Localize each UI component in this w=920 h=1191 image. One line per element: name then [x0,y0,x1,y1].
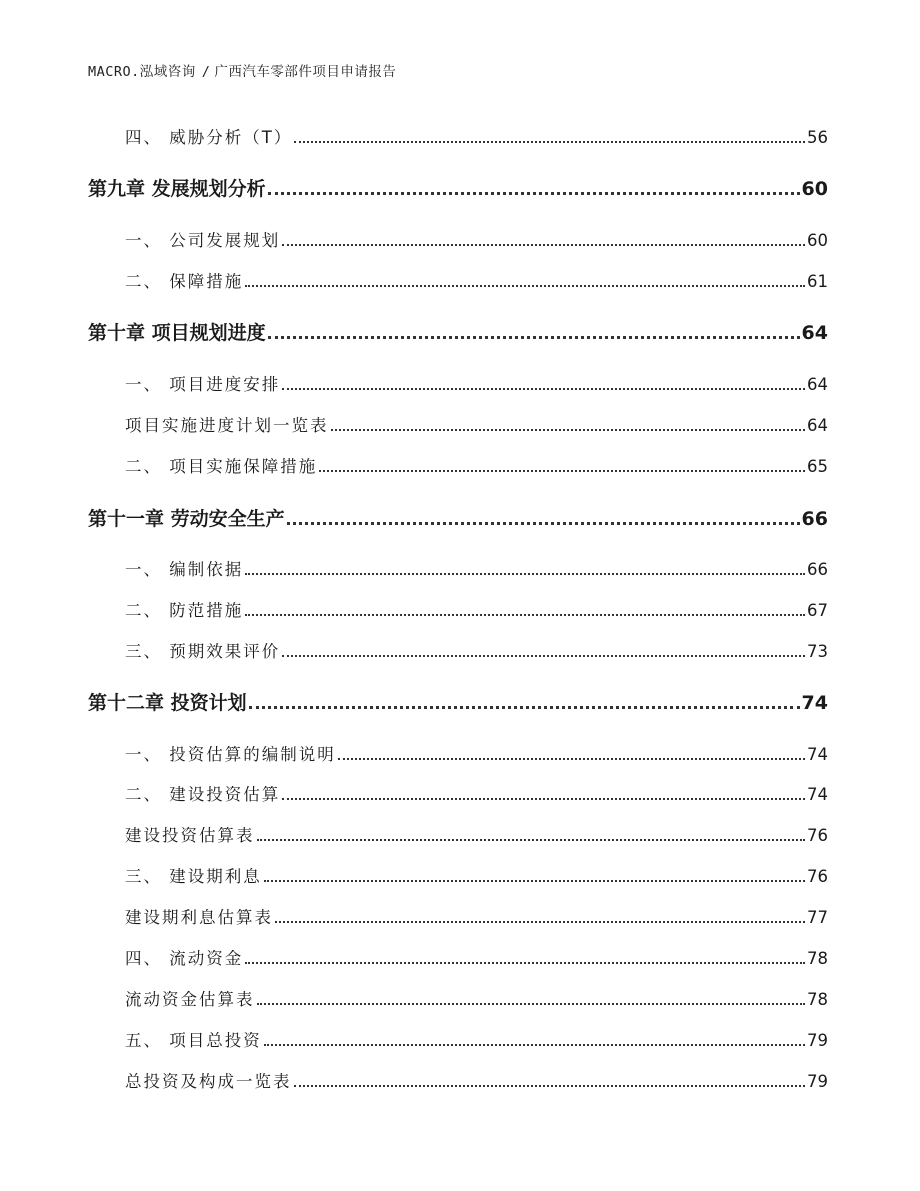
toc-entry-page: 74 [807,745,828,764]
toc-leader-dots [294,141,805,143]
toc-leader-dots [257,1003,806,1005]
toc-entry-page: 60 [807,231,828,250]
toc-leader-dots [268,192,800,195]
toc-entry-page: 73 [807,642,828,661]
toc-entry-page: 65 [807,457,828,476]
toc-entry-title: 项目实施进度计划一览表 [125,416,329,435]
toc-leader-dots [245,573,805,575]
header-separator: / [201,64,211,80]
toc-entry[interactable] [125,412,828,436]
toc-entry[interactable] [125,781,828,805]
toc-entry-title: 四、 威胁分析（T） [125,128,293,147]
toc-chapter-entry[interactable] [88,504,828,531]
toc-leader-dots [249,706,800,709]
toc-leader-dots [282,244,805,246]
toc-entry-page: 64 [807,375,828,394]
toc-entry-page: 66 [807,560,828,579]
toc-leader-dots [331,429,806,431]
toc-entry-page: 61 [807,272,828,291]
toc-entry-title: 二、 防范措施 [125,601,244,620]
toc-entry-title: 四、 流动资金 [125,949,244,968]
toc-chapter-entry[interactable] [88,688,828,715]
toc-chapter-title: 第十二章 投资计划 [88,692,247,714]
toc-chapter-title: 第九章 发展规划分析 [88,178,266,200]
toc-entry[interactable] [125,904,828,928]
toc-leader-dots [338,758,805,760]
toc-entry-page: 77 [807,908,828,927]
toc-entry-title: 二、 建设投资估算 [125,785,281,804]
toc-entry[interactable] [125,1068,828,1092]
toc-entry[interactable] [125,268,828,292]
toc-chapter-title: 第十一章 劳动安全生产 [88,508,285,530]
toc-entry-title: 一、 编制依据 [125,560,244,579]
header-doc-title: 广西汽车零部件项目申请报告 [214,64,397,80]
toc-entry[interactable] [125,453,828,477]
toc-entry-page: 79 [807,1072,828,1091]
toc-entry-page: 76 [807,826,828,845]
toc-leader-dots [282,798,805,800]
toc-entry[interactable] [125,597,828,621]
toc-entry-page: 56 [807,128,828,147]
toc-entry[interactable] [125,371,828,395]
toc-chapter-page: 60 [801,178,828,200]
toc-chapter-page: 66 [801,508,828,530]
toc-entry-title: 流动资金估算表 [125,990,255,1009]
toc-entry[interactable] [125,556,828,580]
toc-entry-page: 64 [807,416,828,435]
toc-leader-dots [282,655,805,657]
header-company: MACRO.泓域咨询 [88,64,196,80]
toc-leader-dots [257,839,806,841]
toc-chapter-title: 第十章 项目规划进度 [88,322,266,344]
toc-chapter-page: 74 [801,692,828,714]
toc-entry[interactable] [125,124,828,148]
toc-leader-dots [287,522,800,525]
toc-leader-dots [268,336,800,339]
toc-entry-page: 78 [807,949,828,968]
toc-entry-page: 76 [807,867,828,886]
toc-leader-dots [282,388,805,390]
toc-entry-title: 建设期利息估算表 [125,908,273,927]
toc-chapter-entry[interactable] [88,174,828,201]
toc-entry-title: 二、 保障措施 [125,272,244,291]
toc-chapter-entry[interactable] [88,318,828,345]
toc-entry-page: 67 [807,601,828,620]
toc-leader-dots [264,880,805,882]
toc-entry-title: 三、 建设期利息 [125,867,262,886]
toc-leader-dots [294,1085,806,1087]
toc-entry-title: 一、 投资估算的编制说明 [125,745,336,764]
toc-entry-page: 74 [807,785,828,804]
toc-entry-title: 建设投资估算表 [125,826,255,845]
toc-leader-dots [245,962,805,964]
toc-chapter-page: 64 [801,322,828,344]
toc-leader-dots [245,614,805,616]
toc-entry[interactable] [125,638,828,662]
toc-entry[interactable] [125,945,828,969]
toc-entry-title: 一、 项目进度安排 [125,375,281,394]
toc-entry[interactable] [125,741,828,765]
toc-leader-dots [275,921,805,923]
toc-leader-dots [245,285,805,287]
toc-entry[interactable] [125,986,828,1010]
toc-entry-title: 二、 项目实施保障措施 [125,457,318,476]
toc-entry[interactable] [125,822,828,846]
toc-entry[interactable] [125,863,828,887]
toc-leader-dots [264,1044,805,1046]
toc-entry-title: 三、 预期效果评价 [125,642,281,661]
toc-entry[interactable] [125,227,828,251]
toc-entry-title: 一、 公司发展规划 [125,231,281,250]
toc-leader-dots [319,470,805,472]
toc-entry-page: 79 [807,1031,828,1050]
toc-entry-title: 总投资及构成一览表 [125,1072,292,1091]
toc-entry-title: 五、 项目总投资 [125,1031,262,1050]
toc-entry[interactable] [125,1027,828,1051]
toc-entry-page: 78 [807,990,828,1009]
